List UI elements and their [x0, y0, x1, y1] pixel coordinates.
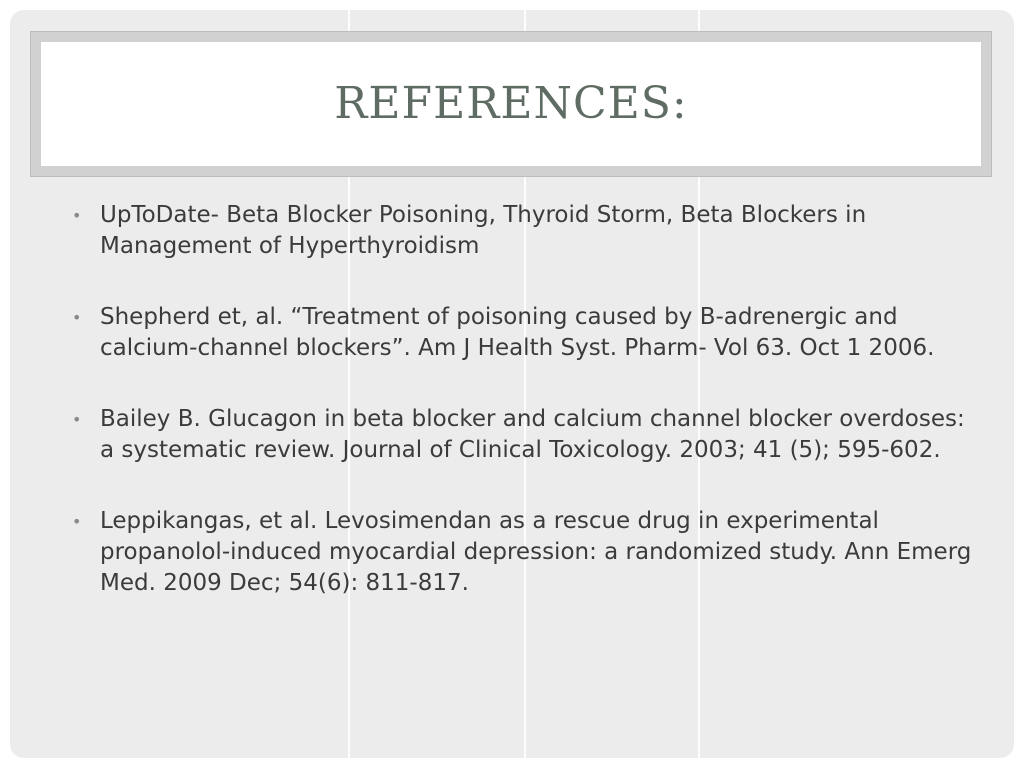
- reference-text: Leppikangas, et al. Levosimendan as a rescue drug in experimental propanolol-induced myocardial depression: a randomized study. Ann Emerg Med. 2009 Dec; 54(6): 811-817.: [100, 508, 972, 596]
- reference-item: [72, 404, 972, 466]
- reference-text: Bailey B. Glucagon in beta blocker and calcium channel blocker overdoses: a systematic review. Journal of Clinical Toxicology. 2003; 41 (5); 595-602.: [100, 406, 965, 463]
- reference-item: [72, 200, 972, 262]
- slide-title: REFERENCES:: [334, 78, 688, 129]
- bullet-icon: •: [72, 206, 82, 225]
- reference-item: [72, 302, 972, 364]
- title-frame: [30, 31, 992, 177]
- bullet-icon: •: [72, 512, 82, 531]
- bullet-icon: •: [72, 308, 82, 327]
- reference-text: UpToDate- Beta Blocker Poisoning, Thyroid Storm, Beta Blockers in Management of Hyperthyroidism: [100, 202, 867, 259]
- reference-list: [72, 200, 972, 639]
- bullet-icon: •: [72, 410, 82, 429]
- slide: [10, 10, 1014, 758]
- reference-item: [72, 506, 972, 599]
- title-box: [41, 42, 981, 166]
- reference-text: Shepherd et, al. “Treatment of poisoning caused by B-adrenergic and calcium-channel blockers”. Am J Health Syst. Pharm- Vol 63. Oct 1 2006.: [100, 304, 935, 361]
